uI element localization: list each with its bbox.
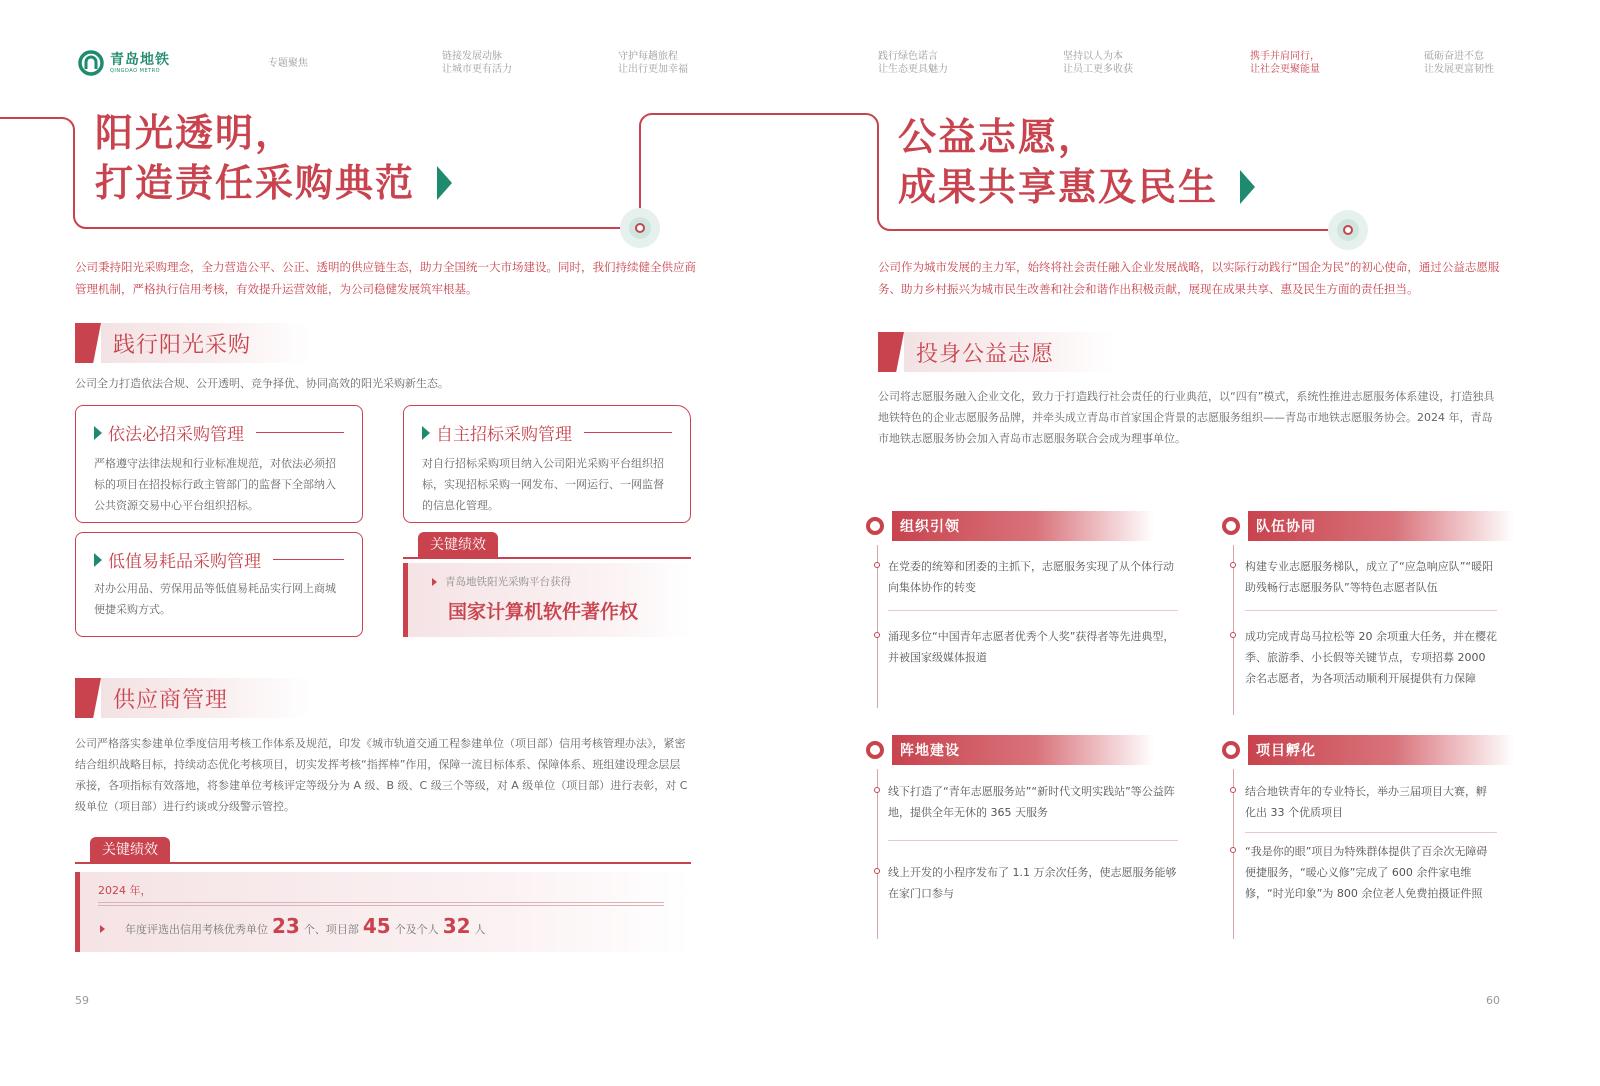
block-title: 项目孵化 <box>1256 743 1316 759</box>
nav-line1: 链接发展动脉 <box>442 51 502 62</box>
timeline-dot <box>874 632 880 638</box>
triangle-icon <box>422 426 430 440</box>
timeline-dot <box>874 868 880 874</box>
card-divider <box>256 432 344 433</box>
timeline-dot <box>1230 632 1236 638</box>
kp-divider <box>403 557 691 559</box>
block-item: “我是你的眼”项目为特殊群体提供了百余次无障碍便捷服务，“暖心义修”完成了 600 余件家电维修，“时光印象”为 800 余位老人免费拍摄证件照 <box>1245 845 1488 900</box>
play-arrow-icon <box>437 166 452 200</box>
block-band <box>1248 511 1514 541</box>
section1-desc: 公司全力打造依法合规、公开透明、竞争择优、协同高效的阳光采购新生态。 <box>75 377 449 390</box>
block-item: 在党委的统筹和团委的主抓下，志愿服务实现了从个体行动向集体协作的转变 <box>888 560 1174 594</box>
card-title: 自主招标采购管理 <box>436 425 572 445</box>
heading-band <box>904 332 1114 372</box>
left-title-line2: 打造责任采购典范 <box>95 161 416 205</box>
timeline-dot <box>874 787 880 793</box>
bullet-triangle-icon <box>100 925 105 933</box>
block-heading-base <box>866 735 1154 765</box>
key-performance-box-2 <box>75 872 691 952</box>
block-band <box>1248 735 1514 765</box>
nav-line2: 让出行更加幸福 <box>618 64 688 75</box>
page-number-right: 60 <box>1486 994 1500 1007</box>
timeline-dot <box>874 562 880 568</box>
nav-line2: 让生态更具魅力 <box>878 64 948 75</box>
right-title-row2 <box>898 160 1255 214</box>
key-performance-tab: 关键绩效 <box>90 837 170 863</box>
card-legal-tender <box>75 405 363 523</box>
timeline-dot <box>1230 847 1236 853</box>
circle-bullet-icon <box>1222 517 1240 535</box>
nav-line1: 携手并肩同行， <box>1250 51 1320 62</box>
block-heading-organization <box>866 511 1154 541</box>
card-text: 对办公用品、劳保用品等低值易耗品实行网上商城便捷采购方式。 <box>94 582 336 616</box>
section-heading-volunteer <box>878 332 1114 372</box>
section2-text: 公司严格落实参建单位季度信用考核工作体系及规范，印发《城市轨道交通工程参建单位（项目部）信用考核管理办法》，紧密结合组织战略目标，持续动态优化考核项目，切实发挥考核“指挥棒”作用，保障一流目标体系、保障体系、班组建设理念层层承接，各项指标有效落地，将参建单位考核评定等级分为 A 级、B 级、C 级三个等级，对 A 级单位（项目部）进行表彰，对 C 级单位（项目部）进行约谈或分级警示管控。 <box>75 737 688 813</box>
block-item: 线上开发的小程序发布了 1.1 万余次任务，使志愿服务能够在家门口参与 <box>888 866 1177 900</box>
block-band <box>892 511 1154 541</box>
kp-stats-row <box>100 914 486 938</box>
timeline-dot <box>1230 562 1236 568</box>
kp-text: 人 <box>474 923 486 936</box>
block-item: 线下打造了“青年志愿服务站”“新时代文明实践站”等公益阵地，提供全年无休的 365 天服务 <box>888 785 1175 819</box>
page-number-left: 59 <box>75 994 89 1007</box>
triangle-icon <box>94 553 102 567</box>
nav-line1: 砥砺奋进不怠 <box>1424 51 1484 62</box>
kp-number-units: 23 <box>272 914 300 938</box>
left-title-row2 <box>95 156 452 210</box>
card-divider <box>273 559 344 560</box>
card-title: 低值易耗品采购管理 <box>108 552 261 572</box>
kp-text: 个及个人 <box>394 923 439 936</box>
block-item: 涌现多位“中国青年志愿者优秀个人奖”获得者等先进典型，并被国家级媒体报道 <box>888 630 1175 664</box>
section-title: 供应商管理 <box>113 687 229 713</box>
card-self-tender <box>403 405 691 523</box>
block-item: 结合地铁青年的专业特长，举办三届项目大赛，孵化出 33 个优质项目 <box>1245 785 1487 819</box>
heading-slash-decor <box>75 678 101 718</box>
circle-bullet-icon <box>1222 741 1240 759</box>
volunteer-section-text: 公司将志愿服务融入企业文化，致力于打造践行社会责任的行业典范，以“四有”模式，系统性推进志愿服务体系建设，打造独具地铁特色的企业志愿服务品牌，并牵头成立青岛市首家国企背景的志愿服务组织——青岛市地铁志愿服务协会。2024 年，青岛市地铁志愿服务协会加入青岛市志愿服务联合会成为理事单位。 <box>878 390 1495 445</box>
section-heading-sunshine-procurement <box>75 323 311 363</box>
nav-line2: 让员工更多收获 <box>1063 64 1133 75</box>
block-heading-incubation <box>1222 735 1514 765</box>
block-heading-team <box>1222 511 1514 541</box>
timeline-line <box>1233 769 1234 939</box>
nav-line1: 坚持以人为本 <box>1063 51 1123 62</box>
timeline-line <box>1233 545 1234 715</box>
block-title: 阵地建设 <box>900 743 960 759</box>
nav-line2: 让城市更有活力 <box>442 64 512 75</box>
section-title: 践行阳光采购 <box>113 332 252 358</box>
logo-cn-text: 青岛地铁 <box>110 51 170 68</box>
heading-band <box>101 678 311 718</box>
key-performance-box <box>403 563 691 637</box>
nav-line1: 守护每趟旅程 <box>618 51 678 62</box>
heading-slash-decor <box>878 332 904 372</box>
block-title: 组织引领 <box>900 519 960 535</box>
kp-divider <box>75 862 691 864</box>
timeline-dot <box>1230 787 1236 793</box>
triangle-icon <box>94 426 102 440</box>
item-separator <box>888 840 1178 841</box>
bullet-triangle-icon <box>432 578 437 586</box>
kp-subtitle: 青岛地铁阳光采购平台获得 <box>445 576 571 588</box>
section-title: 投身公益志愿 <box>916 341 1055 367</box>
kp-text: 年度评选出信用考核优秀单位 <box>125 923 268 936</box>
nav-line2: 让发展更富韧性 <box>1424 64 1494 75</box>
card-text: 对自行招标采购项目纳入公司阳光采购平台组织招标，实现招标采购一网发布、一网运行、一网监督的信息化管理。 <box>422 457 664 512</box>
kp-double-rule <box>98 902 664 906</box>
item-separator <box>888 610 1178 611</box>
timeline-line <box>877 769 878 939</box>
block-item: 成功完成青岛马拉松等 20 余项重大任务，并在樱花季、旅游季、小长假等关键节点，专项招募 2000 余名志愿者，为各项活动顺利开展提供有力保障 <box>1245 630 1497 685</box>
nav-line1: 践行绿色诺言 <box>878 51 938 62</box>
card-title: 依法必招采购管理 <box>108 425 244 445</box>
card-divider <box>584 432 672 433</box>
right-title-line1: 公益志愿， <box>898 115 1099 159</box>
section-heading-supplier-management <box>75 678 311 718</box>
left-title-line1: 阳光透明， <box>95 111 296 155</box>
item-separator <box>1245 610 1497 611</box>
block-title: 队伍协同 <box>1256 519 1316 535</box>
kp-text: 个、项目部 <box>303 923 359 936</box>
right-title-line2: 成果共享惠及民生 <box>898 165 1219 209</box>
nav-line2: 让社会更聚能量 <box>1250 64 1320 75</box>
circle-bullet-icon <box>866 517 884 535</box>
item-separator <box>1245 832 1497 833</box>
circle-bullet-icon <box>866 741 884 759</box>
left-intro: 公司秉持阳光采购理念，全力营造公平、公正、透明的供应链生态，助力全国统一大市场建设。同时，我们持续健全供应商管理机制，严格执行信用考核，有效提升运营效能，为公司稳健发展筑牢根基。 <box>75 260 696 296</box>
right-intro: 公司作为城市发展的主力军，始终将社会责任融入企业发展战略，以实际行动践行“国企为民”的初心使命，通过公益志愿服务、助力乡村振兴为城市民生改善和社会和谐作出积极贡献，展现在成果共享、惠及民生方面的责任担当。 <box>878 260 1500 296</box>
kp-year: 2024 年， <box>98 884 152 897</box>
nav-line1: 专题聚焦 <box>268 58 308 69</box>
card-low-value-items <box>75 532 363 637</box>
key-performance-tab: 关键绩效 <box>418 532 498 558</box>
kp-highlight: 国家计算机软件著作权 <box>448 601 639 623</box>
timeline-line <box>877 545 878 708</box>
card-text: 严格遵守法律法规和行业标准规范，对依法必须招标的项目在招投标行政主管部门的监督下全部纳入公共资源交易中心平台组织招标。 <box>94 457 336 512</box>
block-item: 构建专业志愿服务梯队，成立了“应急响应队”“暖阳助残畅行志愿服务队”等特色志愿者队伍 <box>1245 560 1494 594</box>
play-arrow-icon <box>1240 170 1255 204</box>
heading-slash-decor <box>75 323 101 363</box>
heading-band <box>101 323 311 363</box>
kp-number-projects: 45 <box>362 914 391 938</box>
logo-en-text: QINGDAO METRO <box>110 67 161 74</box>
block-band <box>892 735 1154 765</box>
kp-number-individuals: 32 <box>442 914 471 938</box>
